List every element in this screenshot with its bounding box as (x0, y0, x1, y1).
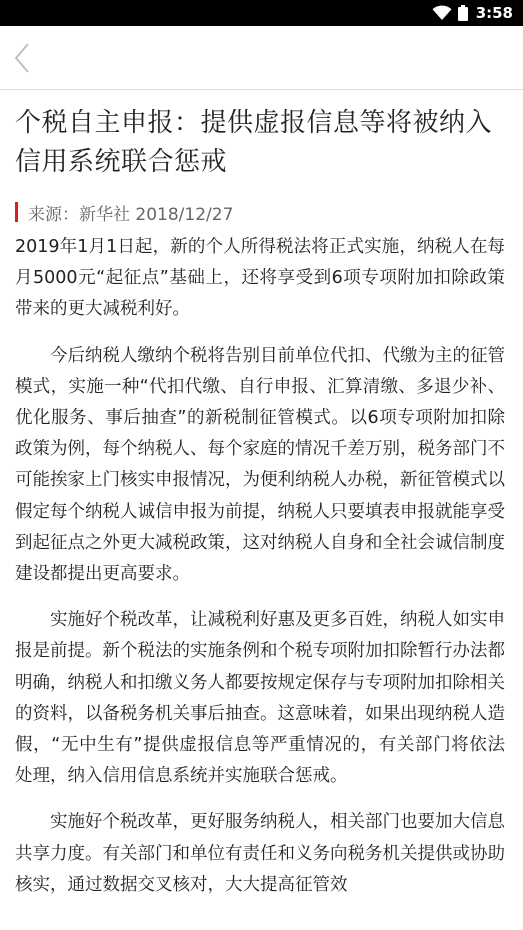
status-time: 3:58 (475, 4, 513, 22)
article-paragraph-1: 2019年1月1日起，新的个人所得税法将正式实施，纳税人在每月5000元“起征点”基础上，还将享受到6项专项附加扣除政策带来的更大减税利好。 (15, 237, 505, 320)
article-paragraph-3: 实施好个税改革，让减税利好惠及更多百姓，纳税人如实申报是前提。新个税法的实施条例和个税专项附加扣除暂行办法都明确，纳税人和扣缴义务人都要按规定保存与专项附加扣除相关的资料，以备税务机关事后抽查。这意味着，如果出现纳税人造假，“无中生有”提供虚报信息等严重情况的，有关部门将依法处理，纳入信用信息系统并实施联合惩戒。 (15, 610, 505, 787)
article-paragraph-4: 实施好个税改革，更好服务纳税人，相关部门也要加大信息共享力度。有关部门和单位有责任和义务向税务机关提供或协助核实，通过数据交叉核对，大大提高征管效 (15, 812, 505, 895)
back-button[interactable] (8, 38, 36, 78)
wifi-icon (432, 5, 452, 21)
article-title: 个税自主申报：提供虚报信息等将被纳入信用系统联合惩戒 (15, 108, 493, 177)
article (15, 90, 505, 901)
top-toolbar (0, 26, 523, 90)
article-paragraph-2: 今后纳税人缴纳个税将告别目前单位代扣、代缴为主的征管模式，实施一种“代扣代缴、自行申报、汇算清缴、多退少补、优化服务、事后抽查”的新税制征管模式。以6项专项附加扣除政策为例，每个纳税人、每个家庭的情况千差万别，税务部门不可能挨家上门核实申报情况，为便利纳税人办税，新征管模式以假定每个纳税人诚信申报为前提，纳税人只要填表申报就能享受到起征点之外更大减税政策，这对纳税人自身和全社会诚信制度建设都提出更高要求。 (15, 345, 505, 585)
chevron-left-icon (14, 42, 30, 74)
article-source (15, 201, 505, 223)
status-bar (0, 0, 523, 26)
source-accent-bar (15, 202, 18, 222)
battery-icon (458, 5, 468, 21)
source-text: 来源：新华社 2018/12/27 (28, 204, 234, 225)
